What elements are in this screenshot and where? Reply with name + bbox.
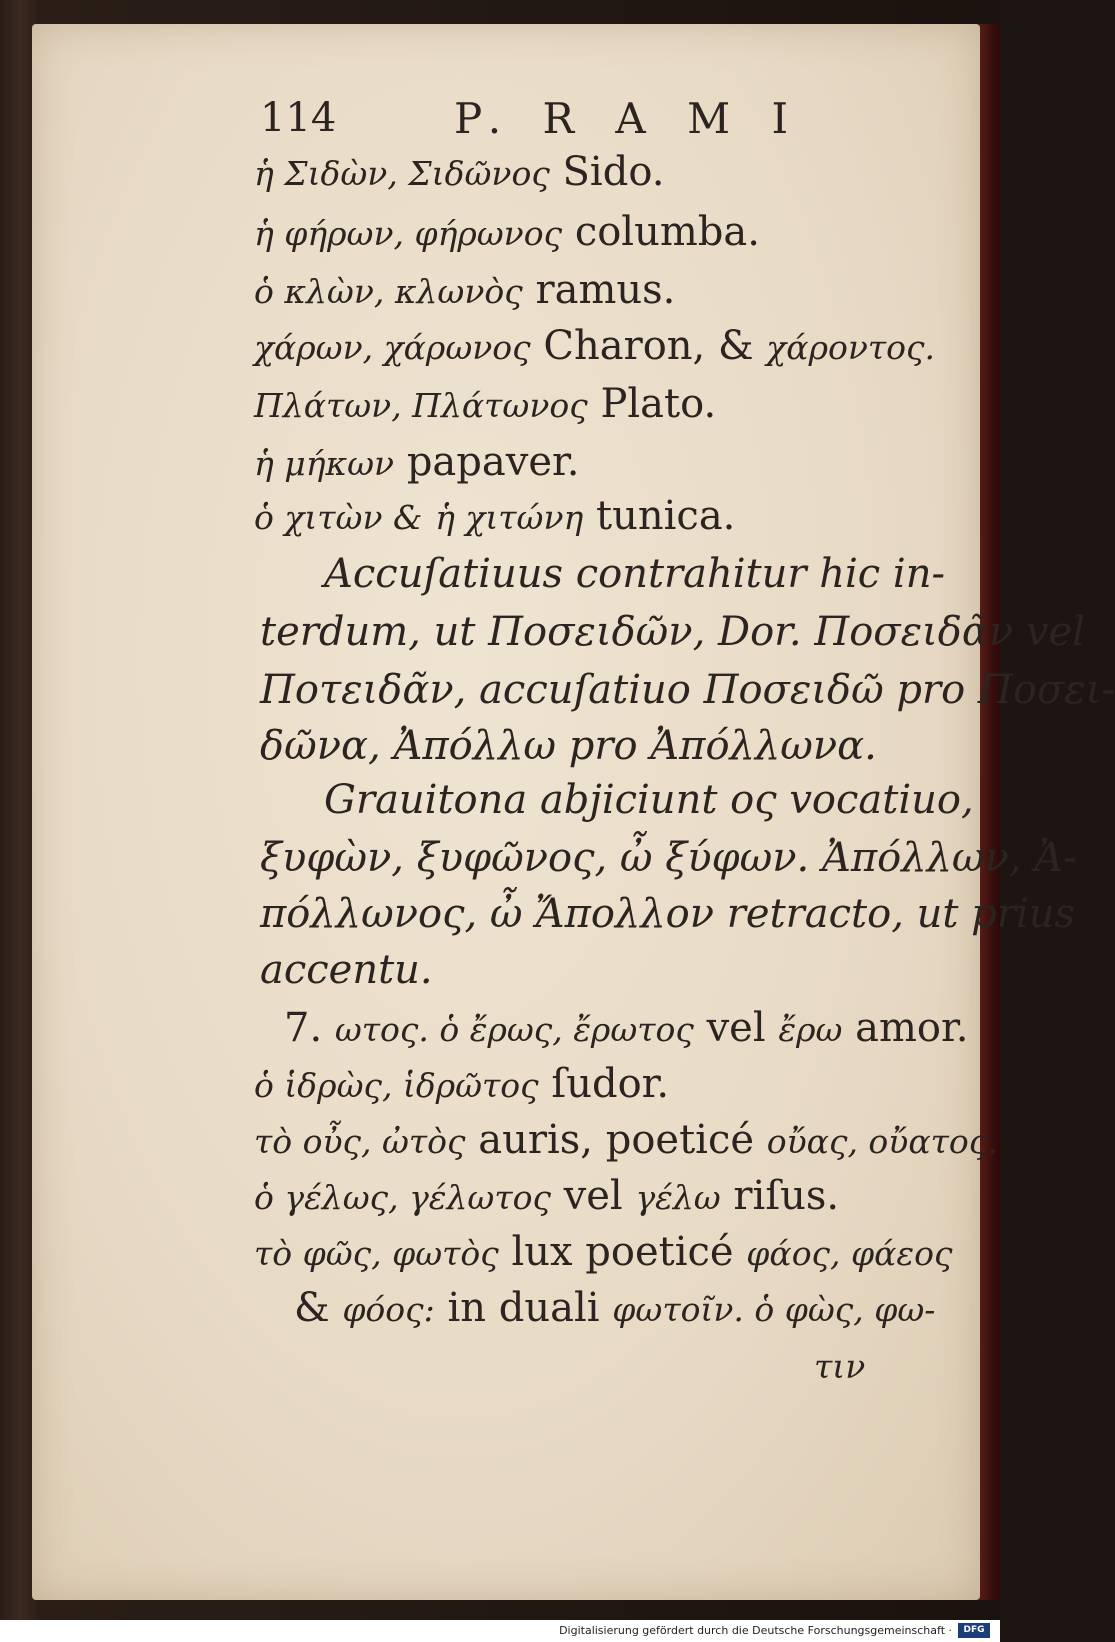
latin-text: vel xyxy=(706,1005,766,1051)
greek-text: φάος, φάεος xyxy=(746,1234,953,1273)
latin-text: vel xyxy=(563,1173,623,1219)
greek-text: ἡ φήρων, φήρωνος xyxy=(254,214,563,253)
section-number: 7. xyxy=(284,1005,323,1051)
entry-line xyxy=(254,209,760,255)
paragraph-line: πόλλωνος, ὦ Ἄπολλον retracto, ut prius xyxy=(260,891,1075,937)
paragraph-line: accentu. xyxy=(260,947,433,993)
latin-text: tunica. xyxy=(596,493,736,539)
latin-text: columba. xyxy=(574,209,760,255)
greek-text: ὁ γέλως, γέλωτος xyxy=(254,1178,551,1217)
greek-text: ἡ μήκων xyxy=(254,444,395,483)
greek-text: ὁ χιτὼν & xyxy=(254,498,423,537)
paragraph-line: terdum, ut Ποσειδῶν, Dor. Ποσειδᾶν vel xyxy=(260,609,1085,655)
funding-credit: Digitalisierung gefördert durch die Deutsche Forschungsgemeinschaft · xyxy=(559,1624,952,1637)
paragraph-line: Accuſatiuus contrahitur hic in- xyxy=(324,551,945,597)
paragraph-line: Ποτειδᾶν, accuſatiuo Ποσειδῶ pro Ποσει- xyxy=(260,667,1115,713)
book-edge xyxy=(978,24,1000,1600)
section-line xyxy=(254,1117,998,1163)
greek-text: χάροντος. xyxy=(766,328,936,367)
entry-line xyxy=(254,381,717,427)
latin-text: Sido. xyxy=(562,149,665,195)
latin-text: riſus. xyxy=(733,1173,840,1219)
page-number: 114 xyxy=(260,95,337,141)
digitization-footer xyxy=(0,1620,1000,1642)
greek-text: χάρων, χάρωνος xyxy=(254,328,531,367)
latin-text: in duali xyxy=(447,1285,600,1331)
section-line xyxy=(254,1061,670,1107)
latin-text: ramus. xyxy=(535,267,676,313)
greek-text: Πλάτων, Πλάτωνος xyxy=(254,386,588,425)
greek-text: τὸ φῶς, φωτὸς xyxy=(254,1234,499,1273)
entry-line xyxy=(254,267,676,313)
greek-text: ὁ ἱδρὼς, ἱδρῶτος xyxy=(254,1066,539,1105)
greek-text: ἡ Σιδὼν, Σιδῶνος xyxy=(254,154,550,193)
section-line xyxy=(294,1285,936,1331)
section-line xyxy=(284,1005,969,1051)
greek-text: γέλω xyxy=(635,1178,721,1217)
paragraph-line: Grauitona abjiciunt ος vocatiuo, xyxy=(324,777,974,823)
section-line xyxy=(254,1173,840,1219)
greek-text: οὔας, οὔατος. xyxy=(766,1122,998,1161)
entry-line xyxy=(254,439,580,485)
greek-text: ἡ χιτώνη xyxy=(435,498,584,537)
latin-text: amor. xyxy=(855,1005,969,1051)
greek-text: φόος: xyxy=(342,1290,435,1329)
latin-text: Charon, & xyxy=(543,323,754,369)
greek-text: ἔρω xyxy=(778,1010,843,1049)
greek-text: τὸ οὖς, ὠτὸς xyxy=(254,1122,466,1161)
entry-line xyxy=(254,493,736,539)
greek-text: ὁ κλὼν, κλωνὸς xyxy=(254,272,523,311)
greek-text: ωτος. ὁ ἔρως, ἔρωτος xyxy=(334,1010,694,1049)
catchword: τιν xyxy=(814,1347,866,1386)
section-line xyxy=(254,1229,953,1275)
dfg-logo: DFG xyxy=(958,1623,990,1638)
latin-text: & xyxy=(294,1285,343,1331)
page-text xyxy=(32,24,1115,1600)
entry-line xyxy=(254,323,936,369)
latin-text: papaver. xyxy=(406,439,580,485)
latin-text: lux poeticé xyxy=(511,1229,734,1275)
latin-text: auris, poeticé xyxy=(478,1117,755,1163)
latin-text: Plato. xyxy=(600,381,717,427)
book-page xyxy=(32,24,1115,1600)
entry-line xyxy=(254,149,665,195)
greek-text: φωτοῖν. ὁ φὼς, φω- xyxy=(612,1290,936,1329)
latin-text: ſudor. xyxy=(551,1061,670,1107)
running-title: P. R A M I xyxy=(454,94,803,143)
paragraph-line: ξυφὼν, ξυφῶνος, ὦ ξύφων. Ἀπόλλων, Ἀ- xyxy=(260,835,1077,881)
paragraph-line: δῶνα, Ἀπόλλω pro Ἀπόλλωνα. xyxy=(260,723,877,769)
